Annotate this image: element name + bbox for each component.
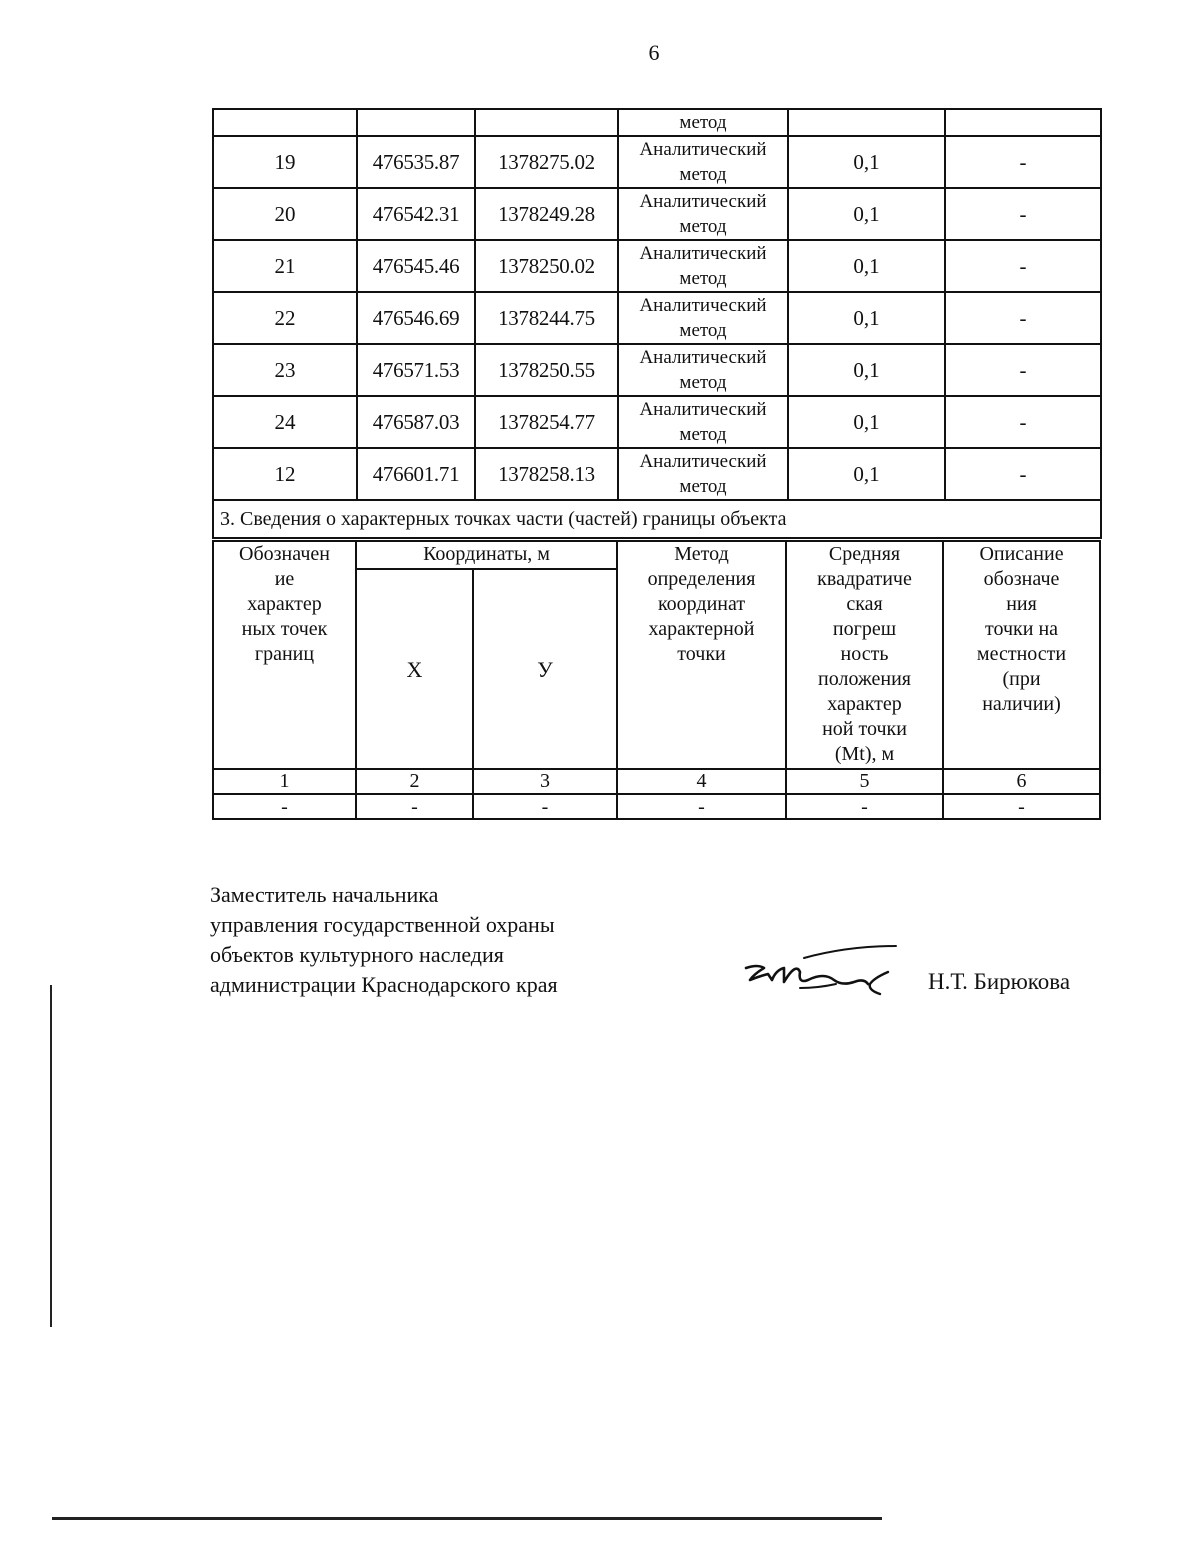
accuracy-cell: 0,1 — [788, 292, 945, 344]
column-number: 1 — [213, 769, 356, 794]
column-number: 6 — [943, 769, 1100, 794]
accuracy-cell: 0,1 — [788, 136, 945, 188]
method-line: метод — [679, 476, 727, 497]
table-row-partial — [213, 109, 1101, 136]
point-cell: 19 — [213, 136, 357, 188]
section3-title-row — [213, 500, 1101, 538]
point-cell: 24 — [213, 396, 357, 448]
point-cell: 20 — [213, 188, 357, 240]
x-cell: 476542.31 — [357, 188, 475, 240]
description-cell: - — [945, 240, 1101, 292]
y-cell: 1378250.02 — [475, 240, 618, 292]
description-header: Описание обозначе ния точки на местности (при наличии) — [943, 541, 1100, 769]
description-cell: - — [945, 136, 1101, 188]
margin-scan-line-left — [50, 985, 52, 1327]
method-cell — [618, 344, 788, 396]
signer-title — [210, 880, 558, 1000]
y-cell: 1378249.28 — [475, 188, 618, 240]
empty-cell: - — [786, 794, 943, 819]
column-number: 2 — [356, 769, 473, 794]
y-cell: 1378250.55 — [475, 344, 618, 396]
margin-scan-line-bottom — [52, 1517, 882, 1520]
table-row — [213, 344, 1101, 396]
column-number: 3 — [473, 769, 617, 794]
table-row — [213, 188, 1101, 240]
x-cell: 476535.87 — [357, 136, 475, 188]
method-line: Аналитический — [639, 451, 767, 472]
method-line: Аналитический — [639, 243, 767, 264]
y-cell: 1378254.77 — [475, 396, 618, 448]
accuracy-cell: 0,1 — [788, 448, 945, 500]
method-line: метод — [679, 424, 727, 445]
boundary-points-table — [212, 108, 1102, 539]
column-number: 5 — [786, 769, 943, 794]
table-row — [213, 292, 1101, 344]
point-cell: 22 — [213, 292, 357, 344]
handwritten-signature — [738, 938, 908, 1008]
y-cell: 1378275.02 — [475, 136, 618, 188]
empty-cell: - — [213, 794, 356, 819]
method-line: метод — [679, 216, 727, 237]
x-cell: 476601.71 — [357, 448, 475, 500]
method-line: метод — [679, 164, 727, 185]
point-cell: 12 — [213, 448, 357, 500]
x-cell: 476587.03 — [357, 396, 475, 448]
empty-data-row — [213, 794, 1100, 819]
empty-cell: - — [617, 794, 786, 819]
accuracy-cell: 0,1 — [788, 240, 945, 292]
method-line: Аналитический — [639, 347, 767, 368]
table-row — [213, 396, 1101, 448]
column-number: 4 — [617, 769, 786, 794]
section3-title: 3. Сведения о характерных точках части (частей) границы объекта — [213, 500, 1101, 538]
method-cell — [618, 188, 788, 240]
description-cell: - — [945, 292, 1101, 344]
empty-cell: - — [943, 794, 1100, 819]
point-cell: 21 — [213, 240, 357, 292]
page-number: 6 — [648, 40, 660, 65]
method-cell — [618, 448, 788, 500]
table-row — [213, 136, 1101, 188]
method-line: Аналитический — [639, 139, 767, 160]
signer-title-line: администрации Краснодарского края — [210, 972, 558, 997]
method-header: Метод определения координат характерной точки — [617, 541, 786, 769]
method-cell — [618, 136, 788, 188]
description-cell: - — [945, 448, 1101, 500]
point-cell: 23 — [213, 344, 357, 396]
designation-header: Обозначен ие характер ных точек границ — [213, 541, 356, 769]
table-row — [213, 448, 1101, 500]
method-line: Аналитический — [639, 295, 767, 316]
y-cell: 1378244.75 — [475, 292, 618, 344]
accuracy-cell: 0,1 — [788, 344, 945, 396]
accuracy-header: Средняя квадратиче ская погреш ность положения характер ной точки (Mt), м — [786, 541, 943, 769]
section3-table — [212, 540, 1101, 820]
description-cell: - — [945, 396, 1101, 448]
x-cell: 476546.69 — [357, 292, 475, 344]
column-numbers-row — [213, 769, 1100, 794]
method-line: метод — [679, 320, 727, 341]
method-cell — [618, 396, 788, 448]
y-cell: 1378258.13 — [475, 448, 618, 500]
x-cell: 476571.53 — [357, 344, 475, 396]
signer-title-line: Заместитель начальника — [210, 882, 439, 907]
y-header: У — [473, 569, 617, 769]
empty-cell: - — [473, 794, 617, 819]
method-cell — [618, 292, 788, 344]
method-cell: метод — [618, 109, 788, 136]
coordinates-header: Координаты, м — [356, 541, 617, 569]
x-header: X — [356, 569, 473, 769]
accuracy-cell: 0,1 — [788, 188, 945, 240]
description-cell: - — [945, 188, 1101, 240]
method-line: Аналитический — [639, 191, 767, 212]
signer-title-line: объектов культурного наследия — [210, 942, 504, 967]
signer-name: Н.Т. Бирюкова — [928, 969, 1071, 994]
x-cell: 476545.46 — [357, 240, 475, 292]
method-line: метод — [679, 372, 727, 393]
method-line: метод — [679, 268, 727, 289]
signer-title-line: управления государственной охраны — [210, 912, 555, 937]
table-row — [213, 240, 1101, 292]
method-line: Аналитический — [639, 399, 767, 420]
empty-cell: - — [356, 794, 473, 819]
accuracy-cell: 0,1 — [788, 396, 945, 448]
description-cell: - — [945, 344, 1101, 396]
method-cell — [618, 240, 788, 292]
